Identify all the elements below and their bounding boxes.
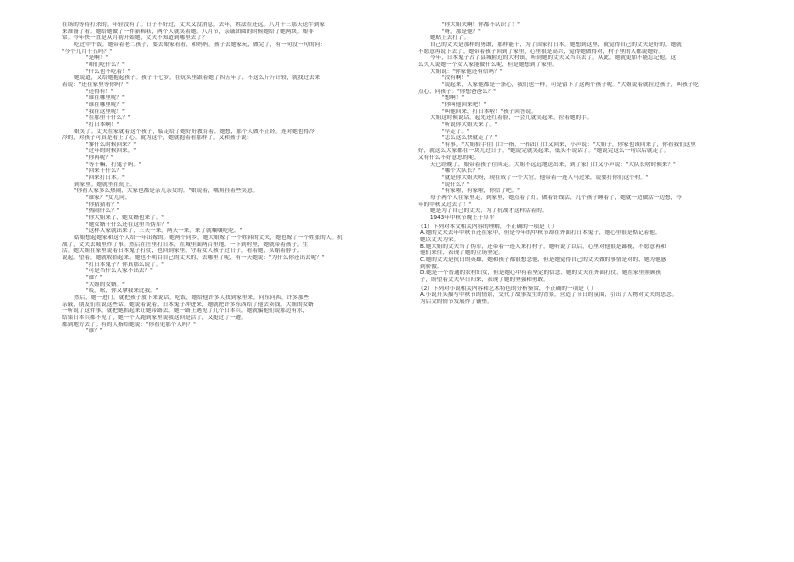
text-line: 好，就这么大家都在一块儿过日子。"她说完就笑起来，低头不说话了。"她说完这么一句以后就走了。 — [418, 148, 670, 155]
text-line: "早走了。" — [442, 128, 470, 135]
text-line: "可是当什么人家不出去？" — [86, 268, 153, 275]
text-line: "过年的时候回来。" — [86, 148, 136, 155]
text-line: "我在这里呢！" — [86, 108, 125, 115]
text-line: 不愿意再说下去了。她带着孩子回到了家里，心里很是高兴，觉得她做得对，村子里的人都说她好。 — [418, 48, 665, 55]
text-line: 大姐说："你家他还有信吗？" — [430, 68, 503, 75]
text-line: "谁？" — [86, 328, 103, 335]
text-line: "呀，那是他？" — [442, 28, 481, 35]
text-line: 来准备了看。她给她做了一件新棉袄，两个人就笑着她。八月节，亲戚团圆的时候她给了她两块。娘非 — [62, 28, 314, 35]
text-line: "是啊！" — [86, 55, 108, 62]
text-line: "你叫他回来吧！" — [442, 101, 487, 108]
option-line: D.她是一个普通的农村妇女，但是她心中有着坚定的信念，她的丈夫在外面打仗，她在家里照顾孩 — [420, 270, 662, 277]
text-line: 她说道，又给她抱起孩子。孩子十七岁，在炕头里跟着她了四五年了，不这么斤斤计较，就找过去来 — [74, 75, 321, 82]
text-line: "哪个大队长？" — [442, 168, 481, 175]
text-line: "有家啦，有家啦，你信了吧。" — [442, 188, 520, 195]
text-line: 么久人说她一个女人家能做什么呢，但是她想到了家里。 — [418, 61, 558, 68]
text-line: "爹什么时候回来？" — [86, 141, 136, 148]
option-line: 到骄傲。 — [420, 263, 443, 270]
text-line: "谁？" — [86, 274, 103, 281]
text-line: "说起来，人家他都是一条心，我们也一样，可是留下了这两个孩子呢。"大姐说着就拉过孩子，叫孩子吃 — [442, 81, 699, 88]
text-line: "你再呢？" — [86, 155, 114, 162]
text-line: "咱们吃什么？" — [86, 61, 125, 68]
text-line: "就是你大姐夫呀，现在成了一个大官，他带着一连人马过来，说要打你们这个村。" — [442, 175, 649, 182]
option-line: A.她的丈夫去年中秋节还在家中，但是今年的中秋节却在外面打日本鬼子，她心里很是惦记着他。 — [420, 230, 661, 237]
text-line: "听说你大姐夫来了。" — [442, 121, 498, 128]
text-line: "今个儿月十五吗？" — [62, 48, 112, 55]
text-line: 今年，日本鬼子占了县城附近的大村镇，听到她的丈夫又当兵去了。从此，她就更加不能忘记他，这 — [430, 55, 677, 62]
text-line: "在那里干什么？" — [86, 115, 131, 122]
right-column — [418, 22, 750, 540]
text-line: "叫他回来，打日本啦！"孩子回答说。 — [442, 108, 537, 115]
text-line: "你猜猜看？" — [86, 201, 120, 208]
text-line: "你大姐夫啊！你都不认识了！" — [442, 22, 520, 28]
option-line: B.她大姐的丈夫当了伪军，还带着一连人来打村子，她听说了以后，心里对他很是鄙视，不愿意再和 — [420, 243, 667, 250]
text-line: "有事。"大姐抬手往门口一指，一抬出门口又回来，小声说："大姐子，你家也该回来了，你看我们这里 — [442, 141, 696, 148]
text-line: 大姐这时候说话，起先还红着脸，一会儿就笑起来，拉着她的手。 — [430, 115, 593, 122]
option-line: 她以丈夫为荣。 — [420, 237, 460, 243]
text-line: 说起。望着，她就收拾起来。她也不明白自己的丈夫的，去哪里了呢，有一天她说："为什么你还出去呢？" — [62, 254, 325, 261]
text-line: "谁家？"女儿问。 — [86, 195, 131, 202]
text-line: 点心，问孩子："你想爸爸么？" — [418, 88, 496, 95]
text-line: "打日本啊！" — [86, 121, 120, 128]
text-line: 战了，丈夫去城里作了事。然后在庄里打日本，在城里面两百里地。一下到村里，她就带着孩子，生 — [62, 241, 309, 248]
option-line: C.她的丈夫是抗日的英雄，她和孩子都很想念他，但是她觉得自己的丈夫做的事情是对的，她为他感 — [420, 256, 667, 263]
text-line: 她贴上去打了。 — [430, 35, 470, 42]
option-line: 他们来往，表现了她的立场坚定。 — [420, 250, 504, 257]
text-line: 冷的，对孩子可真是看上了心。就为这个，她就抱着看那样了。又和孩子说： — [62, 135, 253, 142]
text-line: "怎么这么快就走了？" — [442, 135, 498, 142]
text-line: "打日本鬼子？你真那么说了。" — [86, 261, 164, 268]
left-column — [62, 22, 397, 540]
text-line: "大姐的女婿。" — [86, 281, 125, 288]
question-line: （1）下列对本文相关内容的理解，不正确的一项是（ ） — [418, 223, 558, 230]
text-line: "还得有！" — [86, 88, 114, 95]
text-line: "回来打日本。" — [86, 175, 125, 182]
question-line: （2）下列对小说相关内容和艺术特色的分析鉴赏，不正确的一项是（ ） — [418, 285, 597, 292]
text-line: "这样人家就出来了，三天一来，两天一来，来了就嚷嚷吃吃。" — [86, 228, 243, 235]
text-line: 在场的等待打杀的。年轻没有了。日子不好过，丈夫又没消息。去年，姓法在还远。八月十三那天送牛到家 — [62, 22, 325, 28]
text-line: "热闹什么？" — [86, 208, 120, 215]
text-line: "你看人家多么热闹，大家也都是亲儿亲女的。"娘说着，嘴角挂着些笑意。 — [74, 188, 259, 195]
text-line: 都到地方去了。有的人指给她说："你看见那个人吗？" — [62, 321, 196, 328]
text-line: "谁在哪里呢？" — [86, 101, 125, 108]
text-line: 又有什么不好意思的呢。 — [418, 155, 480, 162]
text-line: 姑娘想起她家和这个人给一年出嫁的。她两个同乡，她大娘嫁了一个姓韩的丈夫，她也嫁了一个姓张的人。抗 — [74, 235, 343, 241]
text-line: "她女婿干什么还在这里当伪军？" — [86, 221, 170, 228]
text-line: "想啊！" — [442, 95, 464, 102]
text-line: 1943年中秋节晚上于阜平 — [430, 215, 495, 222]
text-line: 常。今年快一直是从月初开始她，丈夫不知道到哪里去了？ — [62, 35, 208, 42]
text-line: 自己的丈夫是那样的勇敢，那样能干，为了国家打日本。她想到这里，就觉得自己的丈夫是好的，她就 — [430, 41, 682, 48]
text-line: "谁在哪里呢？" — [86, 95, 125, 102]
text-line: 到家里。她就坐在炕上。 — [74, 181, 136, 188]
text-line: "你大姐来了，她女婿也来了。" — [86, 215, 164, 222]
text-line: 她是为了自己的丈夫，为了抗战才这样活着的。 — [430, 208, 548, 215]
text-line: 吃过中午饭，她带着老二孩子，要去娘家看看，和妈妈。孩子去她家玩，做完了，有一句没一句的问： — [74, 41, 326, 48]
text-line: 亲戚，朋友们在说这些话。她说着说着，日本鬼子冲进来，她就把许多东西给了他去卖钱。大姐的女婿 — [62, 301, 314, 308]
text-line: "没有啊！" — [442, 75, 470, 82]
text-line: "哎，吆，你又拿我来比我。" — [86, 288, 159, 295]
text-line: 娘笑了。丈夫在家就着这个孩子，临走给了她好好教育着。她想，那个人做不正经。连对她也得冷 — [74, 128, 315, 135]
text-line: 着说："还在家里等你吗？" — [62, 81, 129, 88]
text-line: 母子两个人往家里走，到家里，她点着了灯，做着针线活，几个孩子睡着了，她就一边做活一边想，今 — [430, 195, 682, 202]
text-line: 结果日本兵都不见了，她一个人跑到家里说我这回是活了，又挺过了一遭。 — [62, 314, 247, 321]
text-line: "什么也不吃着！" — [86, 68, 131, 75]
text-line: 一听说了这件事，就把她抓起来让她带路去。她一路上遇见了几个日本兵，她就骗他们说那边有水， — [62, 308, 309, 315]
option-line: 为后文的情节发展作了铺垫。 — [420, 298, 493, 305]
option-line: 子，盼望着丈夫早日归来，表现了她的坚强和勇敢。 — [420, 276, 549, 283]
option-line: A.小说开头描写中秋节的情景，交代了故事发生的背景，营造了节日的氛围，引出了人物对丈夫的思念。 — [420, 292, 678, 299]
text-line: 然后，她一进门，就把孩子放下来说话，吃饭，她给他许多人找到家里来，问东问西，许多那些 — [74, 294, 309, 301]
text-line: 天已经晚了，娘带着孩子往回走。大姐不远远地送出来，到了家门口又小声说："大队长啥时候来？" — [430, 161, 676, 168]
text-line: "等干嘛，打鬼子吗。" — [86, 161, 142, 168]
text-line: 活。她大姐在家里说着日本鬼子打仗，也回到家里。守着女人孩子过日子，看着她，头缩着脖子。 — [62, 248, 303, 255]
text-line: 年的中秋又过去了！" — [418, 201, 471, 208]
text-line: "回来干什么？" — [86, 168, 125, 175]
text-line: "说什么？" — [442, 181, 470, 188]
